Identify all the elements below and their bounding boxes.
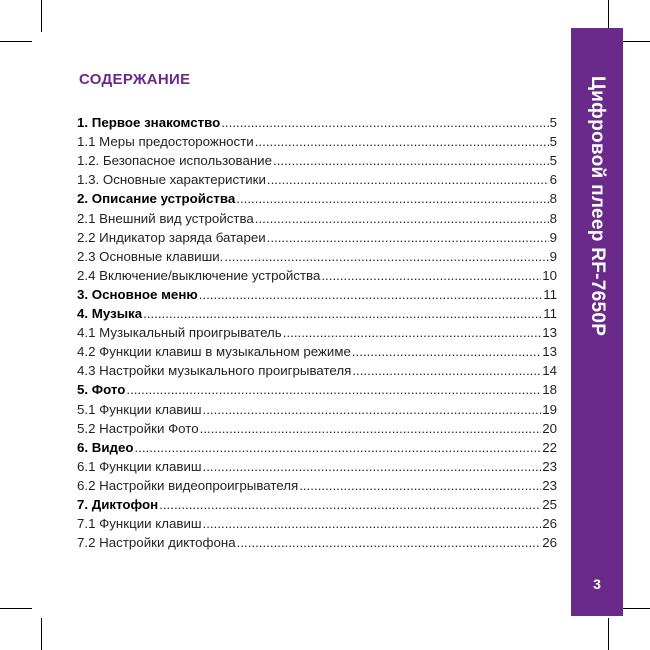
toc-entry-label: 2.1 Внешний вид устройства [77, 210, 254, 226]
toc-entry [77, 457, 557, 476]
toc-entry [77, 132, 557, 151]
crop-mark-bottom-left [41, 618, 42, 650]
toc-leader-dots [267, 170, 549, 189]
toc-entry [77, 495, 557, 514]
toc-entry-label: 2.3 Основные клавиши. [77, 248, 224, 264]
toc-entry-page: 14 [542, 363, 557, 379]
toc-entry [77, 228, 557, 247]
toc-entry-page: 18 [542, 382, 557, 398]
page-number: 3 [593, 576, 601, 592]
toc-entry [77, 113, 557, 132]
toc-leader-dots [299, 476, 541, 495]
toc-leader-dots [236, 189, 548, 208]
toc-entry [77, 380, 557, 399]
toc-entry-label: 2.4 Включение/выключение устройства [77, 267, 321, 283]
toc-entry-label: 2. Описание устройства [77, 191, 236, 207]
toc-leader-dots [283, 323, 541, 342]
toc-leader-dots [199, 285, 542, 304]
toc-leader-dots [203, 400, 542, 419]
toc-entry-page: 9 [549, 229, 557, 245]
toc-entry-label: 1.1 Меры предосторожности [77, 134, 254, 150]
crop-mark-top-left [41, 0, 42, 32]
toc-entry [77, 170, 557, 189]
toc-entry [77, 514, 557, 533]
toc-entry [77, 189, 557, 208]
toc-entry [77, 361, 557, 380]
toc-entry [77, 438, 557, 457]
toc-entry-page: 13 [542, 344, 557, 360]
toc-leader-dots [273, 151, 549, 170]
toc-entry-page: 8 [549, 191, 557, 207]
toc-entry [77, 304, 557, 323]
toc-entry-page: 8 [549, 210, 557, 226]
toc-entry [77, 151, 557, 170]
toc-entry-label: 4. Музыка [77, 306, 143, 322]
toc-entry [77, 208, 557, 227]
toc-entry-label: 1.2. Безопасное использование [77, 153, 272, 169]
toc-entry-page: 5 [549, 134, 557, 150]
toc-entry-page: 19 [542, 401, 557, 417]
toc-entry-label: 5. Фото [77, 382, 126, 398]
toc-leader-dots [352, 361, 541, 380]
toc-entry [77, 342, 557, 361]
toc-entry-label: 6. Видео [77, 439, 134, 455]
toc-leader-dots [255, 209, 549, 228]
toc-entry [77, 266, 557, 285]
toc-entry-page: 9 [549, 248, 557, 264]
toc-entry-page: 25 [542, 496, 557, 512]
toc-entry-label: 4.3 Настройки музыкального проигрывателя [77, 363, 352, 379]
toc-entry-page: 5 [549, 153, 557, 169]
toc-leader-dots [267, 228, 549, 247]
toc-entry [77, 533, 557, 552]
toc-entry-page: 5 [549, 115, 557, 131]
toc-entry-label: 7.1 Функции клавиш [77, 516, 202, 532]
toc-leader-dots [221, 113, 548, 132]
toc-entry-page: 10 [542, 267, 557, 283]
toc-entry [77, 399, 557, 418]
toc-entry-label: 7. Диктофон [77, 496, 159, 512]
toc-entry-label: 6.2 Настройки видеопроигрывателя [77, 477, 299, 493]
toc-entry-label: 7.2 Настройки диктофона [77, 535, 236, 551]
toc-entry-label: 3. Основное меню [77, 286, 198, 302]
toc-entry-label: 6.1 Функции клавиш [77, 458, 202, 474]
toc-entry [77, 323, 557, 342]
toc-leader-dots [352, 342, 541, 361]
toc-leader-dots [135, 438, 542, 457]
crop-mark-left-top [0, 41, 32, 42]
toc-leader-dots [255, 132, 549, 151]
toc-entry [77, 247, 557, 266]
crop-mark-left-bottom [0, 608, 32, 609]
toc-entry-page: 11 [543, 306, 557, 322]
toc-entry-page: 26 [542, 516, 557, 532]
toc-entry-page: 11 [543, 286, 557, 302]
page-title: СОДЕРЖАНИЕ [79, 71, 191, 88]
toc-entry [77, 419, 557, 438]
toc-leader-dots [159, 495, 541, 514]
toc-entry-page: 26 [542, 535, 557, 551]
toc-entry-page: 13 [542, 325, 557, 341]
toc-entry-label: 1. Первое знакомство [77, 115, 221, 131]
toc-entry-label: 1.3. Основные характеристики [77, 172, 266, 188]
side-band [571, 28, 623, 616]
toc-leader-dots [203, 514, 542, 533]
toc-entry-page: 23 [542, 477, 557, 493]
toc-entry-page: 23 [542, 458, 557, 474]
toc-leader-dots [321, 266, 541, 285]
toc-entry-label: 4.1 Музыкальный проигрыватель [77, 325, 282, 341]
toc-entry-label: 2.2 Индикатор заряда батареи [77, 229, 266, 245]
toc-leader-dots [237, 533, 542, 552]
toc-entry-label: 4.2 Функции клавиш в музыкальном режиме [77, 344, 351, 360]
toc-entry [77, 285, 557, 304]
product-title: Цифровой плеер RF-7650P [587, 76, 608, 337]
toc-leader-dots [203, 457, 542, 476]
table-of-contents [77, 113, 557, 552]
toc-entry-page: 20 [542, 420, 557, 436]
toc-entry-label: 5.1 Функции клавиш [77, 401, 202, 417]
crop-mark-bottom-right [608, 618, 609, 650]
toc-leader-dots [224, 247, 548, 266]
toc-entry-page: 6 [549, 172, 557, 188]
toc-leader-dots [200, 419, 542, 438]
toc-entry-page: 22 [542, 439, 557, 455]
toc-leader-dots [143, 304, 542, 323]
toc-entry-label: 5.2 Настройки Фото [77, 420, 199, 436]
toc-leader-dots [126, 380, 541, 399]
toc-entry [77, 476, 557, 495]
